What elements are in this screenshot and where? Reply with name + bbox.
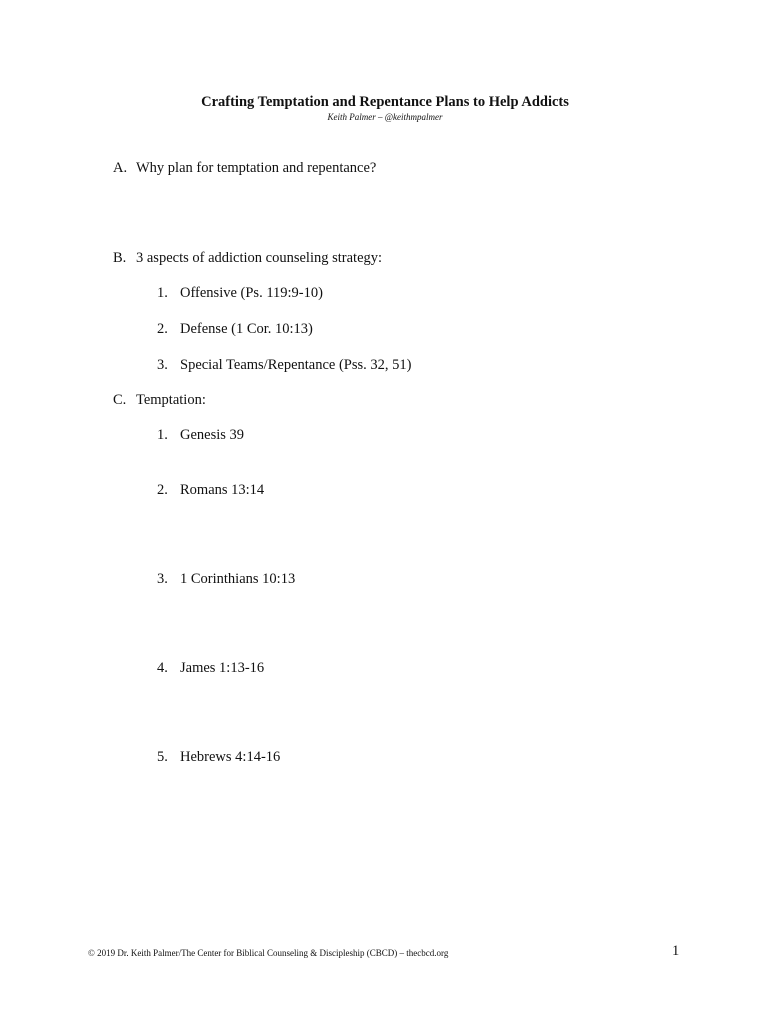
list-item [157, 321, 313, 338]
section-c [113, 392, 206, 409]
list-item [157, 660, 264, 677]
section-heading: Temptation: [136, 392, 206, 408]
section-b [113, 250, 382, 267]
item-marker: 2. [157, 321, 168, 337]
item-text: James 1:13-16 [180, 660, 265, 676]
item-text: Genesis 39 [180, 427, 245, 443]
section-heading: 3 aspects of addiction counseling strategy: [136, 250, 383, 266]
list-item [157, 749, 280, 766]
list-item [157, 427, 244, 444]
item-marker: 1. [157, 427, 168, 443]
item-marker: 4. [157, 660, 168, 676]
item-text: 1 Corinthians 10:13 [180, 571, 296, 587]
section-marker: A. [113, 160, 128, 176]
item-marker: 1. [157, 285, 168, 301]
item-text: Offensive (Ps. 119:9-10) [180, 285, 323, 301]
item-marker: 2. [157, 482, 168, 498]
item-marker: 3. [157, 357, 168, 373]
item-text: Special Teams/Repentance (Pss. 32, 51) [180, 357, 412, 373]
section-marker: B. [113, 250, 127, 266]
document-title: Crafting Temptation and Repentance Plans to Help Addicts [201, 94, 569, 110]
author-line: Keith Palmer – @keithmpalmer [327, 112, 443, 122]
section-a [113, 160, 376, 177]
list-item [157, 571, 295, 588]
item-marker: 3. [157, 571, 168, 587]
item-text: Defense (1 Cor. 10:13) [180, 321, 313, 337]
item-marker: 5. [157, 749, 168, 765]
page-number: 1 [672, 943, 680, 959]
item-text: Romans 13:14 [180, 482, 265, 498]
item-text: Hebrews 4:14-16 [180, 749, 281, 765]
section-heading: Why plan for temptation and repentance? [136, 160, 377, 176]
list-item [157, 357, 411, 374]
list-item [157, 285, 323, 302]
list-item [157, 482, 264, 499]
section-marker: C. [113, 392, 127, 408]
footer-copyright: © 2019 Dr. Keith Palmer/The Center for Biblical Counseling & Discipleship (CBCD) – thecbcd.org [88, 948, 449, 958]
